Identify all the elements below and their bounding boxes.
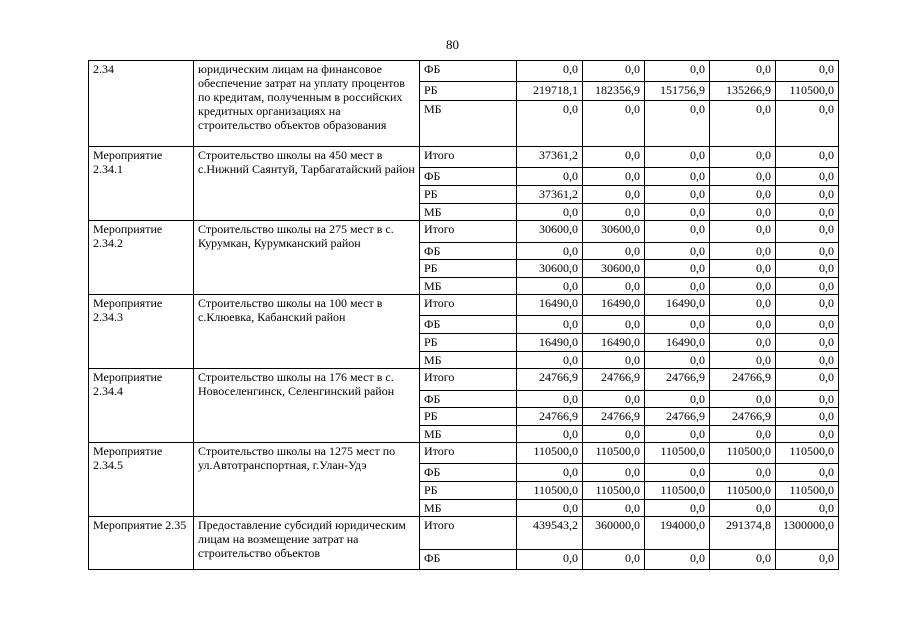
amount-cell: 0,0 (583, 168, 645, 186)
amount-cell: 0,0 (583, 391, 645, 408)
amount-cell: 24766,9 (710, 369, 776, 391)
amount-cell: 0,0 (776, 334, 839, 352)
amount-cell: 0,0 (710, 295, 776, 316)
amount-cell: 0,0 (710, 550, 776, 570)
amount-cell: 0,0 (517, 464, 583, 482)
measure-code: Мероприятие 2.34.2 (89, 221, 194, 295)
amount-cell: 16490,0 (517, 334, 583, 352)
measure-description: Строительство школы на 1275 мест по ул.Автотранспортная, г.Улан-Удэ (194, 443, 420, 517)
amount-cell: 0,0 (583, 352, 645, 369)
amount-cell: 37361,2 (517, 186, 583, 204)
amount-cell: 0,0 (517, 101, 583, 147)
funding-source: ФБ (420, 61, 517, 82)
amount-cell: 30600,0 (583, 260, 645, 278)
amount-cell: 0,0 (517, 426, 583, 443)
amount-cell: 0,0 (710, 186, 776, 204)
amount-cell: 110500,0 (776, 482, 839, 500)
funding-source: ФБ (420, 168, 517, 186)
amount-cell: 110500,0 (645, 443, 710, 464)
amount-cell: 110500,0 (645, 482, 710, 500)
amount-cell: 110500,0 (710, 443, 776, 464)
amount-cell: 0,0 (517, 352, 583, 369)
amount-cell: 0,0 (710, 500, 776, 517)
amount-cell: 24766,9 (583, 369, 645, 391)
amount-cell: 0,0 (776, 369, 839, 391)
amount-cell: 0,0 (710, 316, 776, 334)
amount-cell: 0,0 (776, 204, 839, 221)
amount-cell: 24766,9 (710, 408, 776, 426)
amount-cell: 0,0 (583, 101, 645, 147)
funding-source: РБ (420, 260, 517, 278)
funding-source: РБ (420, 408, 517, 426)
amount-cell: 0,0 (710, 278, 776, 295)
amount-cell: 110500,0 (517, 443, 583, 464)
amount-cell: 0,0 (583, 147, 645, 168)
amount-cell: 0,0 (583, 186, 645, 204)
amount-cell: 0,0 (517, 243, 583, 260)
amount-cell: 0,0 (583, 500, 645, 517)
amount-cell: 0,0 (645, 61, 710, 82)
funding-source: ФБ (420, 243, 517, 260)
amount-cell: 0,0 (776, 61, 839, 82)
table-row (89, 221, 839, 243)
amount-cell: 182356,9 (583, 82, 645, 101)
funding-source: МБ (420, 278, 517, 295)
measure-description: Строительство школы на 176 мест в с. Новоселенгинск, Селенгинский район (194, 369, 420, 443)
amount-cell: 0,0 (776, 426, 839, 443)
amount-cell: 110500,0 (710, 482, 776, 500)
amount-cell: 0,0 (517, 278, 583, 295)
amount-cell: 0,0 (776, 295, 839, 316)
amount-cell: 16490,0 (645, 295, 710, 316)
funding-source: МБ (420, 101, 517, 147)
amount-cell: 24766,9 (645, 369, 710, 391)
measure-code: Мероприятие 2.34.1 (89, 147, 194, 221)
measure-description: Предоставление субсидий юридическим лицам на возмещение затрат на строительство объектов (194, 517, 420, 570)
amount-cell: 0,0 (776, 464, 839, 482)
amount-cell: 291374,8 (710, 517, 776, 550)
amount-cell: 0,0 (645, 101, 710, 147)
budget-table (88, 60, 839, 570)
amount-cell: 0,0 (645, 168, 710, 186)
amount-cell: 16490,0 (583, 295, 645, 316)
amount-cell: 0,0 (645, 464, 710, 482)
amount-cell: 360000,0 (583, 517, 645, 550)
amount-cell: 0,0 (710, 168, 776, 186)
page-number: 80 (446, 37, 459, 52)
amount-cell: 0,0 (776, 260, 839, 278)
amount-cell: 24766,9 (517, 369, 583, 391)
measure-description: Строительство школы на 100 мест в с.Клюевка, Кабанский район (194, 295, 420, 369)
amount-cell: 0,0 (645, 426, 710, 443)
funding-source: МБ (420, 500, 517, 517)
amount-cell: 0,0 (776, 147, 839, 168)
amount-cell: 0,0 (645, 278, 710, 295)
amount-cell: 0,0 (776, 168, 839, 186)
amount-cell: 0,0 (710, 260, 776, 278)
amount-cell: 0,0 (583, 316, 645, 334)
amount-cell: 0,0 (517, 316, 583, 334)
amount-cell: 110500,0 (583, 443, 645, 464)
funding-source: Итого (420, 295, 517, 316)
amount-cell: 0,0 (776, 221, 839, 243)
amount-cell: 135266,9 (710, 82, 776, 101)
measure-code: Мероприятие 2.34.4 (89, 369, 194, 443)
amount-cell: 0,0 (710, 243, 776, 260)
funding-source: ФБ (420, 391, 517, 408)
funding-source: Итого (420, 221, 517, 243)
amount-cell: 30600,0 (583, 221, 645, 243)
amount-cell: 0,0 (710, 426, 776, 443)
amount-cell: 0,0 (710, 391, 776, 408)
table-row (89, 61, 839, 82)
amount-cell: 0,0 (645, 186, 710, 204)
measure-description: Строительство школы на 275 мест в с. Курумкан, Курумканский район (194, 221, 420, 295)
funding-source: МБ (420, 352, 517, 369)
amount-cell: 0,0 (645, 352, 710, 369)
amount-cell: 0,0 (645, 260, 710, 278)
funding-source: МБ (420, 426, 517, 443)
amount-cell: 151756,9 (645, 82, 710, 101)
amount-cell: 219718,1 (517, 82, 583, 101)
amount-cell: 37361,2 (517, 147, 583, 168)
amount-cell: 110500,0 (517, 482, 583, 500)
amount-cell: 0,0 (776, 243, 839, 260)
funding-source: РБ (420, 186, 517, 204)
amount-cell: 0,0 (645, 147, 710, 168)
amount-cell: 0,0 (710, 204, 776, 221)
table-row (89, 443, 839, 464)
amount-cell: 0,0 (710, 352, 776, 369)
amount-cell: 0,0 (583, 550, 645, 570)
amount-cell: 24766,9 (645, 408, 710, 426)
amount-cell: 110500,0 (776, 443, 839, 464)
amount-cell: 24766,9 (517, 408, 583, 426)
amount-cell: 0,0 (583, 61, 645, 82)
funding-source: ФБ (420, 550, 517, 570)
amount-cell: 110500,0 (583, 482, 645, 500)
amount-cell: 0,0 (517, 204, 583, 221)
amount-cell: 0,0 (710, 464, 776, 482)
amount-cell: 30600,0 (517, 260, 583, 278)
amount-cell: 0,0 (583, 278, 645, 295)
amount-cell: 16490,0 (645, 334, 710, 352)
amount-cell: 0,0 (776, 391, 839, 408)
amount-cell: 0,0 (710, 147, 776, 168)
table-row (89, 517, 839, 550)
table-row (89, 295, 839, 316)
funding-source: МБ (420, 204, 517, 221)
amount-cell: 0,0 (517, 550, 583, 570)
funding-source: РБ (420, 482, 517, 500)
amount-cell: 0,0 (583, 464, 645, 482)
measure-description: юридическим лицам на финансовое обеспечение затрат на уплату процентов по кредитам, полученным в российских кредитных организациях на строительство объектов образования (194, 61, 420, 147)
amount-cell: 110500,0 (776, 82, 839, 101)
amount-cell: 0,0 (776, 186, 839, 204)
measure-code: Мероприятие 2.35 (89, 517, 194, 570)
funding-source: Итого (420, 147, 517, 168)
measure-description: Строительство школы на 450 мест в с.Нижний Саянтуй, Тарбагатайский район (194, 147, 420, 221)
amount-cell: 0,0 (776, 408, 839, 426)
measure-code: Мероприятие 2.34.3 (89, 295, 194, 369)
amount-cell: 16490,0 (583, 334, 645, 352)
amount-cell: 0,0 (645, 500, 710, 517)
amount-cell: 0,0 (776, 316, 839, 334)
amount-cell: 0,0 (776, 278, 839, 295)
amount-cell: 1300000,0 (776, 517, 839, 550)
amount-cell: 0,0 (517, 61, 583, 82)
table-row (89, 147, 839, 168)
funding-source: ФБ (420, 316, 517, 334)
funding-source: РБ (420, 334, 517, 352)
amount-cell: 0,0 (517, 391, 583, 408)
amount-cell: 0,0 (645, 221, 710, 243)
amount-cell: 0,0 (583, 204, 645, 221)
amount-cell: 0,0 (517, 168, 583, 186)
amount-cell: 0,0 (583, 426, 645, 443)
amount-cell: 0,0 (710, 61, 776, 82)
funding-source: Итого (420, 443, 517, 464)
amount-cell: 194000,0 (645, 517, 710, 550)
amount-cell: 0,0 (710, 221, 776, 243)
amount-cell: 0,0 (776, 550, 839, 570)
funding-source: РБ (420, 82, 517, 101)
funding-source: Итого (420, 517, 517, 550)
funding-source: Итого (420, 369, 517, 391)
measure-code: Мероприятие 2.34.5 (89, 443, 194, 517)
amount-cell: 0,0 (645, 243, 710, 260)
amount-cell: 16490,0 (517, 295, 583, 316)
amount-cell: 0,0 (645, 204, 710, 221)
amount-cell: 439543,2 (517, 517, 583, 550)
amount-cell: 0,0 (645, 550, 710, 570)
amount-cell: 0,0 (645, 391, 710, 408)
amount-cell: 0,0 (776, 352, 839, 369)
amount-cell: 0,0 (517, 500, 583, 517)
amount-cell: 0,0 (710, 101, 776, 147)
amount-cell: 24766,9 (583, 408, 645, 426)
measure-code: 2.34 (89, 61, 194, 147)
amount-cell: 0,0 (583, 243, 645, 260)
amount-cell: 30600,0 (517, 221, 583, 243)
amount-cell: 0,0 (776, 500, 839, 517)
amount-cell: 0,0 (710, 334, 776, 352)
amount-cell: 0,0 (776, 101, 839, 147)
table-row (89, 369, 839, 391)
amount-cell: 0,0 (645, 316, 710, 334)
funding-source: ФБ (420, 464, 517, 482)
